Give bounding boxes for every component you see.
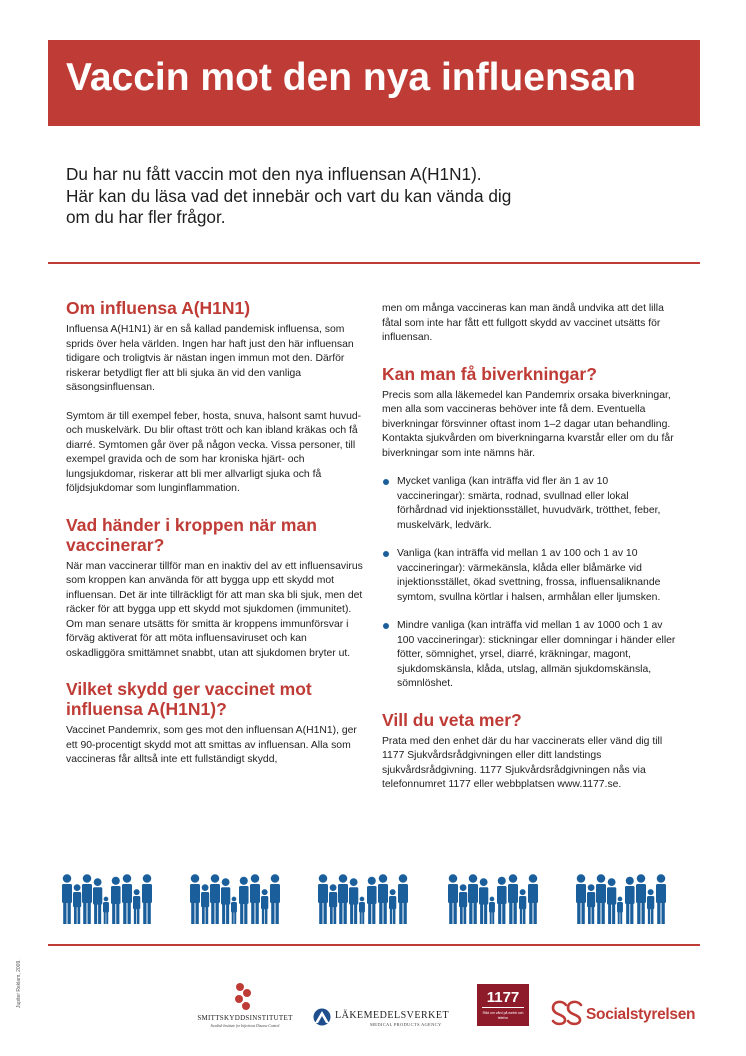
credit-text: Jupiter Reklam, 2009.	[16, 959, 22, 1008]
bullet-icon	[383, 551, 389, 557]
intro-line: Här kan du läsa vad det innebär och vart du kan vända dig	[66, 185, 512, 206]
paragraph: Symtom är till exempel feber, hosta, snuva, halsont samt huvud- och muskelvärk. Du blir oftast trött och kan ibland kräkas och få diarré. Symtomen går över på någon vecka. Vissa personer, till exempel gravida och de som har kroniska hjärt- och lungsjukdomar, riskerar att bli mer allvarligt sjuka och få följdsjukdomar som lunginflammation.	[66, 410, 362, 494]
sjukvard-tagline: Råd om vård på webb och telefon	[482, 1011, 524, 1020]
side-effects-list	[382, 475, 678, 692]
logo-row	[0, 970, 746, 1040]
people-group-icon	[190, 874, 286, 926]
people-group-icon	[448, 874, 544, 926]
smittskydd-mark-icon	[228, 982, 258, 1012]
paragraph: Influensa A(H1N1) är en så kallad pandemisk influensa, som sprids över hela världen. Ingen har haft just den här influensan tidigare och troligtvis är nästan ingen immun mot den. Därför riskerar betydligt fler att bli sjuka än vid den vanliga säsongsinfluensan.	[66, 324, 354, 393]
paragraph: När man vaccinerar tillför man en inaktiv del av ett influensavirus som kroppen kan använda för att bygga upp ett skydd mot influensan. Det är inte tillräckligt för att man ska bli sjuk, men det räcker för att bygga upp ett skydd mot sjukdomen (immunitet). Om man senare utsätts för smitta är kroppens immunförsvar i förväg aktiverat för att möta influensaviruset och kan oskadliggöra smittämnet snabbt, utan att sjukdomen bryter ut.	[66, 560, 363, 659]
people-group-icon	[318, 874, 414, 926]
lakemedel-mark-icon	[312, 1008, 332, 1026]
paragraph: Vaccinet Pandemrix, som ges mot den influensan A(H1N1), ger ett 90-procentigt skydd mot att smittas av influensan. Alla som vaccineras får alltså inte ett fullständigt skydd,	[66, 725, 357, 765]
heading-om-influensa: Om influensa A(H1N1)	[66, 298, 251, 318]
people-illustration	[62, 874, 702, 926]
heading-vilket-skydd: Vilket skydd ger vaccinet mot influensa A(H1N1)?	[66, 679, 312, 719]
socialstyrelsen-name: Socialstyrelsen	[586, 1006, 696, 1023]
lakemedel-name: LÄKEMEDELSVERKET	[335, 1010, 450, 1021]
title-banner	[48, 40, 700, 126]
paragraph-continued: men om många vaccineras kan man ändå undvika att det lilla fåtal som inte har fått ett fullgott skydd av vaccinet utsätts för influensan.	[382, 303, 664, 343]
heading-vad-hander: Vad händer i kroppen när man vaccinerar?	[66, 514, 317, 555]
lakemedel-tagline: MEDICAL PRODUCTS AGENCY	[370, 1022, 442, 1027]
people-group-icon	[576, 874, 672, 926]
paragraph: Precis som alla läkemedel kan Pandemrix orsaka biverkningar, men alla som vaccineras behöver inte få dem. Eventuella biverkningar försvinner oftast inom 1–2 dagar utan behandling. Kontakta sjukvården om biverkningarna kvarstår eller om du får biverkningar som inte nämns här.	[382, 389, 674, 459]
intro-text	[66, 164, 586, 229]
sjukvard-1177-logo	[477, 984, 529, 1026]
list-item: Mycket vanliga (kan inträffa vid fler än 1 av 10 vaccineringar): smärta, rodnad, svullnad eller lokal förhårdnad vid injektionsstället, huvudvärk, trötthet, feber, muskelvärk, ledvärk.	[382, 475, 678, 533]
heading-veta-mer: Vill du veta mer?	[382, 709, 522, 730]
smittskydd-tagline: Swedish Institute for Infectious Disease Control	[210, 1024, 280, 1028]
smittskydd-logo	[186, 982, 304, 1032]
lakemedel-logo	[312, 1006, 458, 1032]
intro-line: om du har fler frågor.	[66, 207, 226, 227]
heading-biverkningar: Kan man få biverkningar?	[382, 363, 597, 384]
bullet-icon	[383, 623, 389, 629]
list-item: Vanliga (kan inträffa vid mellan 1 av 100 och 1 av 10 vaccineringar): värmekänsla, klåda eller blåmärke vid injektionsstället, ökad svettning, frossa, influensaliknande symtom, svullna körtlar i halsen, armhålan eller ljumsken.	[382, 547, 678, 605]
divider-bottom	[48, 944, 700, 946]
sjukvard-number: 1177	[486, 989, 520, 1006]
divider-top	[48, 262, 700, 264]
intro-line: Du har nu fått vaccin mot den nya influensan A(H1N1).	[66, 164, 482, 184]
right-column	[382, 302, 678, 793]
left-column	[66, 298, 366, 768]
bullet-icon	[383, 479, 389, 485]
paragraph: Prata med den enhet där du har vaccinerats eller vänd dig till 1177 Sjukvårdsrådgivningen eller ditt landstings sjukvårdsrådgivning. 1177 Sjukvårdsrådgivningen nås via telefonnumret 1177 eller webbplatsen www.1177.se.	[382, 735, 663, 790]
people-group-icon	[62, 874, 158, 926]
socialstyrelsen-logo	[550, 1000, 702, 1030]
socialstyrelsen-mark-icon	[550, 1000, 584, 1026]
page-title: Vaccin mot den nya influensan	[66, 56, 636, 99]
list-item: Mindre vanliga (kan inträffa vid mellan 1 av 1000 och 1 av 100 vaccineringar): stickningar eller domningar i händer eller fötter, sömnighet, yrsel, diarré, kräkningar, magont, sjukdomskänsla, klåda, utslag, allmän sjukdomskänsla, sömnlöshet.	[382, 619, 678, 692]
smittskydd-name: SMITTSKYDDSINSTITUTET	[197, 1014, 293, 1022]
